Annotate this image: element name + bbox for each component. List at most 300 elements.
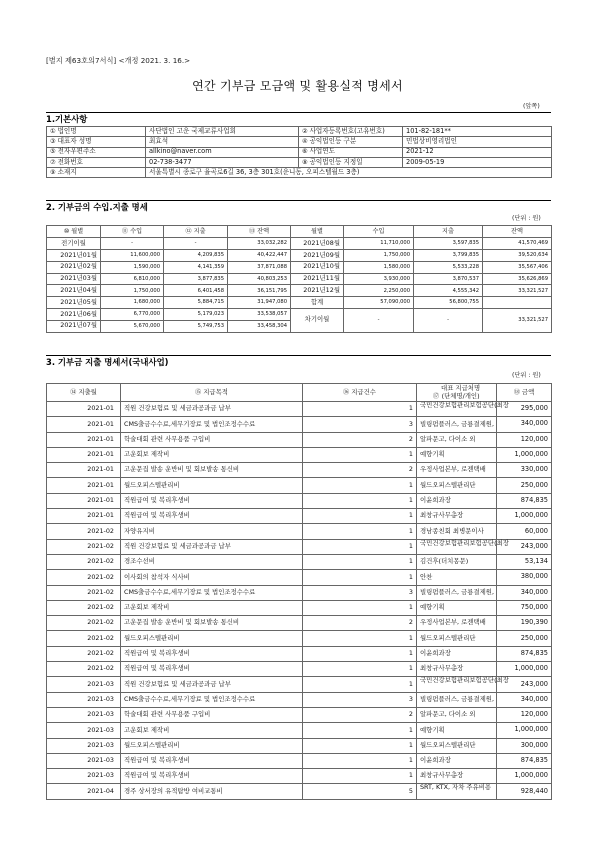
expense-recipient [417,676,509,692]
expense-recipient [417,509,497,524]
expense-recipient [417,401,509,417]
recipient-name: 월드오피스텔관리단 [420,480,476,489]
expense-count: 1 [303,753,417,768]
column-header-label: 월별 [311,227,323,235]
month-cell: 2021년04월 [47,285,101,297]
expense-row [47,616,552,631]
expense-month: 2021-02 [47,600,121,615]
section3-unit: (단위 : 원) [512,372,541,379]
item-number: ⑤ [50,148,56,156]
info-label: 전화번호 [57,157,84,166]
column-header-label: 지급건수 [351,387,376,396]
info-label: 대표자 성명 [57,136,92,145]
expense-recipient [417,616,497,631]
month-cell: 전기이월 [47,238,101,250]
month-cell: 2021년02월 [47,261,101,273]
info-label-cell [299,127,403,137]
expense-amount: 1,000,000 [497,509,552,524]
expense-cell: 4,141,359 [164,261,228,273]
expense-amount: 1,000,000 [497,662,552,677]
carry-label: 차기이월 [291,308,344,332]
expense-amount: 250,000 [497,631,552,646]
income-cell: 3,930,000 [344,273,414,285]
balance-cell: 40,803,253 [228,273,291,285]
item-number: ④ [302,137,308,145]
recipient-name: 예향기획 [420,603,445,612]
expense-month: 2021-02 [47,616,121,631]
expense-row [47,585,552,600]
recipient-name: 국민건강보험관리보험공단(최장 [420,676,509,685]
info-label-cell [47,127,146,137]
expense-row [47,692,552,707]
section-divider [46,200,551,201]
expense-recipient [417,538,509,554]
expense-count: 1 [303,524,417,539]
expense-month: 2021-01 [47,417,121,432]
column-header-label-group [441,385,480,400]
column-header [344,226,414,238]
income-cell: 11,600,000 [101,249,164,261]
expense-purpose: 직원급여 및 복리후생비 [121,646,303,661]
expense-recipient [417,631,497,646]
column-header [414,226,483,238]
expense-purpose: 직원급여 및 복리후생비 [121,493,303,508]
expense-amount: 243,000 [497,539,552,554]
expense-row [47,646,552,661]
expense-row [47,600,552,615]
income-cell: 1,580,000 [344,261,414,273]
month-cell: 2021년08월 [291,238,344,250]
income-expense-row [47,238,552,250]
column-header [497,384,552,402]
column-header [47,384,121,402]
expense-amount: 60,000 [497,524,552,539]
expense-cell: 5,749,753 [164,320,228,332]
income-expense-row [47,273,552,285]
expense-month: 2021-03 [47,753,121,768]
expense-purpose: 직원 건강보험료 및 세금과공과금 납부 [121,539,303,554]
expense-recipient [417,662,497,677]
column-header [417,384,497,402]
recipient-name: 최창규사무총장 [420,664,464,673]
expense-recipient [417,707,497,722]
column-header-label: 월별 [71,227,84,235]
info-label-cell [299,137,403,147]
balance-cell: 35,626,869 [483,273,552,285]
recipient-name: 빌링펌플러스, 금룡결제원, [420,587,495,596]
expense-row [47,769,552,784]
expense-cell: 4,555,342 [414,285,483,297]
expense-purpose: 월드오피스텔관리비 [121,478,303,493]
expense-row [47,524,552,539]
expense-row [47,738,552,753]
section2-unit: (단위 : 원) [512,215,541,222]
expense-row [47,417,552,432]
income-cell: - [101,238,164,250]
balance-cell: 33,538,057 [228,308,291,320]
expense-row [47,753,552,768]
column-header [164,226,228,238]
balance-cell: 39,520,634 [483,249,552,261]
info-row [47,157,552,167]
expense-detail-header [47,384,552,402]
item-number: ⑱ [513,388,520,396]
recipient-name: 월드오피스텔관리단 [420,633,476,642]
expense-month: 2021-04 [47,784,121,799]
expense-recipient [417,570,497,585]
month-cell: 2021년07월 [47,320,101,332]
month-cell: 2021년06월 [47,308,101,320]
expense-amount: 874,835 [497,493,552,508]
item-number: ⑬ [248,227,256,235]
item-number: ⑩ [63,227,70,235]
column-header-label: 지출 [442,227,454,235]
info-label-cell [47,168,146,178]
recipient-name: 빌링펌플러스, 금룡결제원, [420,419,495,428]
expense-count: 1 [303,600,417,615]
total-label: 합계 [291,297,344,309]
column-header [101,226,164,238]
expense-count: 1 [303,570,417,585]
document-title: 연간 기부금 모금액 및 활용실적 명세서 [192,79,403,93]
column-header [47,226,101,238]
balance-cell: 33,458,304 [228,320,291,332]
expense-amount: 928,440 [497,784,552,799]
expense-cell: 3,870,537 [414,273,483,285]
income-cell: 11,710,000 [344,238,414,250]
expense-cell: 5,179,023 [164,308,228,320]
info-label: 공익법인등 구분 [309,136,357,145]
expense-cell: 5,884,715 [164,297,228,309]
expense-month: 2021-02 [47,524,121,539]
recipient-name: 예향기획 [420,725,445,734]
expense-count: 2 [303,707,417,722]
expense-amount: 300,000 [497,738,552,753]
expense-month: 2021-03 [47,677,121,692]
info-value: 02-738-3477 [146,157,299,167]
recipient-name: 월드오피스텔관리단 [420,740,476,749]
expense-purpose: CMS출금수수료,세무기장료 및 법인조정수수료 [121,692,303,707]
info-value: 2021-12 [403,147,552,157]
total-income: 57,090,000 [344,297,414,309]
expense-recipient [417,769,497,784]
column-header-label: 대표 지급처명 [441,383,481,392]
column-header-label: 잔액 [511,227,523,235]
income-expense-row [47,249,552,261]
expense-row [47,493,552,508]
recipient-name: 안찬 [420,572,433,581]
expense-count: 1 [303,738,417,753]
expense-row [47,631,552,646]
expense-row [47,509,552,524]
expense-month: 2021-03 [47,723,121,738]
column-header-label: 금액 [521,387,535,396]
month-cell: 2021년11월 [291,273,344,285]
expense-purpose: 고운회보 제작비 [121,723,303,738]
info-row [47,127,552,137]
income-expense-row [47,285,552,297]
balance-cell: 40,422,447 [228,249,291,261]
expense-purpose: CMS출금수수료,세무기장료 및 법인조정수수료 [121,585,303,600]
column-header [121,384,303,402]
item-number: ⑯ [343,388,350,396]
expense-row [47,784,552,799]
expense-amount: 750,000 [497,600,552,615]
info-value: 민법상비영리법인 [403,137,552,147]
recipient-name: 이윤희과장 [420,496,451,505]
expense-purpose: 직원급여 및 복리후생비 [121,509,303,524]
info-label-cell [299,157,403,167]
expense-count: 2 [303,463,417,478]
recipient-name: 우정사업본부, 로젠택배 [420,618,486,627]
expense-month: 2021-02 [47,585,121,600]
balance-cell: 31,947,080 [228,297,291,309]
expense-amount: 874,835 [497,646,552,661]
item-number: ③ [50,137,56,145]
expense-month: 2021-01 [47,463,121,478]
expense-month: 2021-01 [47,447,121,462]
info-label: 법인명 [57,126,77,135]
basic-info-table [46,126,552,178]
carry-balance: 33,321,527 [483,308,552,332]
recipient-name: 알파문고, 다이소 외 [420,434,476,443]
expense-month: 2021-01 [47,509,121,524]
expense-row [47,463,552,478]
income-cell: 5,670,000 [101,320,164,332]
expense-recipient [417,493,497,508]
total-balance [483,297,552,309]
recipient-name: 최창규사무총장 [420,511,464,520]
expense-purpose: 직원 건강보험료 및 세금과공과금 납부 [121,402,303,417]
month-cell: 2021년05월 [47,297,101,309]
balance-cell: 41,570,469 [483,238,552,250]
expense-row [47,662,552,677]
expense-recipient [417,784,497,799]
info-value: 101-82-181** [403,127,552,137]
expense-month: 2021-03 [47,692,121,707]
item-number: ⑦ [50,158,56,166]
expense-month: 2021-02 [47,539,121,554]
expense-recipient [417,524,497,539]
expense-purpose: 고운회보 제작비 [121,600,303,615]
income-cell: 1,750,000 [101,285,164,297]
expense-count: 3 [303,417,417,432]
expense-cell: 5,533,228 [414,261,483,273]
month-cell: 2021년01월 [47,249,101,261]
info-row [47,147,552,157]
info-label-cell [47,137,146,147]
expense-purpose: 직원급여 및 복리후생비 [121,662,303,677]
item-number: ① [50,127,56,135]
expense-count: 1 [303,677,417,692]
expense-month: 2021-01 [47,432,121,447]
recipient-name: 김건후(더치몽문) [420,557,469,566]
expense-amount: 1,000,000 [497,769,552,784]
month-cell: 2021년03월 [47,273,101,285]
expense-amount: 120,000 [497,432,552,447]
item-number: ⑫ [185,227,192,235]
expense-purpose: 학술대회 관련 사무용품 구입비 [121,432,303,447]
expense-month: 2021-01 [47,402,121,417]
expense-amount: 190,390 [497,616,552,631]
expense-detail-table [46,383,552,800]
column-header-label: 잔액 [257,227,270,235]
expense-cell: 3,877,835 [164,273,228,285]
expense-month: 2021-01 [47,493,121,508]
expense-recipient [417,692,497,707]
recipient-name: 예향기획 [420,450,445,459]
info-row-address [47,168,552,178]
month-cell: 2021년12월 [291,285,344,297]
expense-purpose: 고운회보 제작비 [121,447,303,462]
column-header [303,384,417,402]
expense-recipient [417,646,497,661]
expense-purpose: 고운문집 발송 운반비 및 회보발송 통신비 [121,463,303,478]
info-value: 2009-05-19 [403,157,552,167]
expense-amount: 53,134 [497,554,552,569]
balance-cell: 33,032,282 [228,238,291,250]
section1-title: 1.기본사항 [46,114,88,124]
expense-purpose: 이사회의 참석자 식사비 [121,570,303,585]
expense-recipient [417,723,497,738]
expense-cell: - [164,238,228,250]
expense-purpose: 자양유지비 [121,524,303,539]
section2-title: 2. 기부금의 수입.지출 명세 [46,202,148,212]
expense-cell: 4,209,835 [164,249,228,261]
month-cell: 2021년10월 [291,261,344,273]
info-value: allkino@naver.com [146,147,299,157]
column-header [483,226,552,238]
balance-cell: 37,871,088 [228,261,291,273]
expense-recipient [417,417,497,432]
expense-amount: 243,000 [497,677,552,692]
recipient-name: 국민건강보험관리보험공단(최장 [420,401,509,409]
expense-purpose: 월드오피스텔관리비 [121,738,303,753]
info-label: 사업연도 [309,147,336,156]
page-side-label: (앞쪽) [523,103,540,110]
expense-recipient [417,478,497,493]
balance-cell: 35,567,406 [483,261,552,273]
expense-count: 1 [303,769,417,784]
info-label-cell [47,147,146,157]
expense-count: 1 [303,402,417,417]
expense-count: 3 [303,692,417,707]
income-cell: 1,680,000 [101,297,164,309]
expense-row [47,677,552,692]
expense-amount: 295,000 [497,402,552,417]
expense-purpose: 직원급여 및 복리후생비 [121,753,303,768]
expense-amount: 1,000,000 [497,447,552,462]
expense-month: 2021-02 [47,662,121,677]
expense-row [47,707,552,722]
expense-recipient [417,554,497,569]
expense-purpose: 경조수선비 [121,554,303,569]
expense-cell: 6,401,458 [164,285,228,297]
balance-cell: 33,321,527 [483,285,552,297]
expense-count: 1 [303,478,417,493]
expense-amount: 874,835 [497,753,552,768]
address-value: 서울특별시 종로구 율곡로6길 36, 3층 301호(운니동, 오피스텔월드 3층) [146,168,552,178]
expense-month: 2021-03 [47,769,121,784]
expense-amount: 380,000 [497,570,552,585]
expense-amount: 340,000 [497,417,552,432]
expense-count: 1 [303,631,417,646]
expense-month: 2021-02 [47,631,121,646]
column-header-label: 수입 [372,227,385,235]
recipient-name: 이윤희과장 [420,649,451,658]
column-header-label: 지출월 [78,387,97,396]
column-header-label: 지급목적 [203,387,228,396]
expense-recipient [417,585,497,600]
income-expense-row [47,308,552,320]
expense-recipient [417,753,497,768]
expense-month: 2021-02 [47,570,121,585]
recipient-name: 알파문고, 다이소 외 [420,710,476,719]
item-number: ⑨ [50,168,56,176]
expense-row [47,723,552,738]
income-cell: 6,810,000 [101,273,164,285]
item-number: ⑭ [70,388,77,396]
recipient-name: 최창규사무총장 [420,771,464,780]
expense-month: 2021-03 [47,707,121,722]
income-cell: 1,750,000 [344,249,414,261]
expense-row [47,554,552,569]
expense-recipient [417,463,497,478]
expense-row [47,539,552,554]
expense-purpose: 직원 건강보험료 및 세금과공과금 납부 [121,677,303,692]
expense-recipient [417,738,497,753]
total-expense: 56,800,755 [414,297,483,309]
expense-cell: 3,799,835 [414,249,483,261]
expense-count: 1 [303,493,417,508]
section-divider [46,112,551,113]
info-value: 최효석 [146,137,299,147]
income-expense-row [47,297,552,309]
section3-title: 3. 기부금 지출 명세서(국내사업) [46,357,169,367]
info-label: 소재지 [57,167,77,176]
expense-row [47,570,552,585]
expense-purpose: CMS출금수수료,세무기장료 및 법인조정수수료 [121,417,303,432]
column-header [291,226,344,238]
info-label: 공익법인등 지정일 [309,157,363,166]
income-cell: 2,250,000 [344,285,414,297]
info-label: 사업자등록번호(고유번호) [309,126,385,135]
expense-recipient [417,432,497,447]
expense-row [47,432,552,447]
expense-count: 1 [303,447,417,462]
carry-income: - [344,308,414,332]
income-expense-row [47,261,552,273]
expense-month: 2021-03 [47,738,121,753]
expense-count: 2 [303,432,417,447]
expense-purpose: 월드오피스텔관리비 [121,631,303,646]
section-divider [46,355,551,356]
item-number: ⑥ [302,148,308,156]
item-number: ⑰ [432,392,440,400]
recipient-name: SRT, KTX, 자차 주유비용 [420,783,492,792]
expense-count: 1 [303,662,417,677]
info-label: 전자우편주소 [57,147,96,156]
expense-month: 2021-01 [47,478,121,493]
recipient-name: 국민건강보험관리보험공단(최장 [420,538,509,547]
month-cell: 2021년09월 [291,249,344,261]
expense-amount: 340,000 [497,692,552,707]
item-number: ⑮ [195,388,202,396]
carry-expense: - [414,308,483,332]
info-value: 사단법인 고운 국제교류사업회 [146,127,299,137]
expense-cell: 3,597,835 [414,238,483,250]
expense-purpose: 경주 상서장의 유적탐방 여비교통비 [121,784,303,799]
